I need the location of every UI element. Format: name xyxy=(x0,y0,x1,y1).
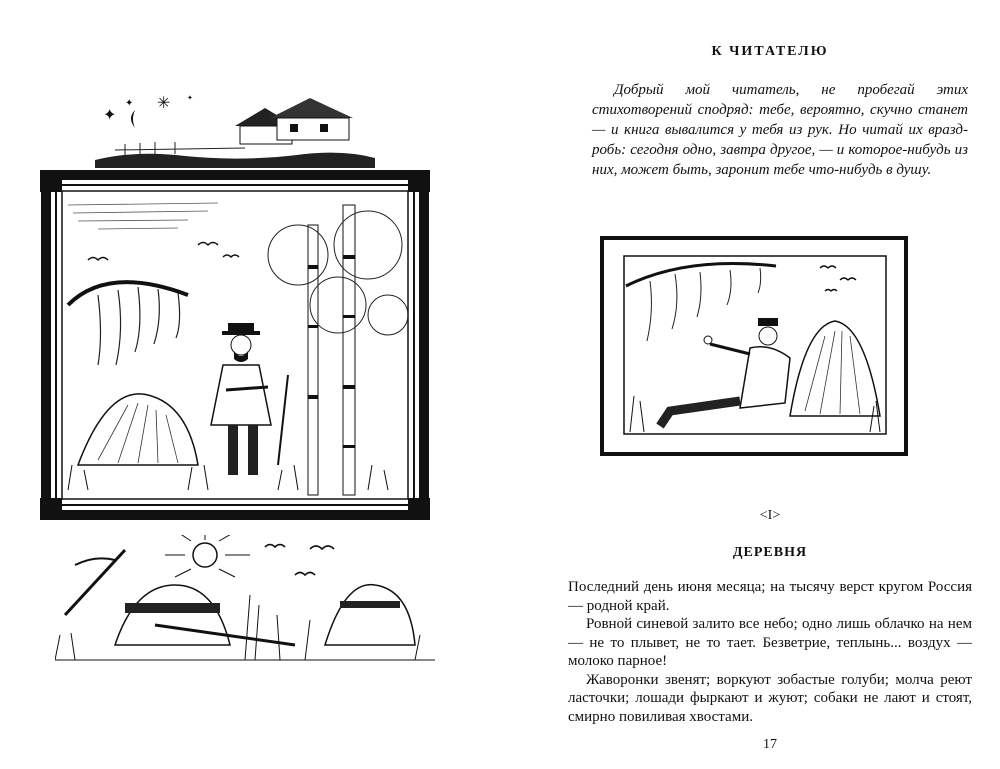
preface-title: К ЧИТАТЕЛЮ xyxy=(711,44,829,59)
poem-paragraph: Жаворонки звенят; воркуют зобастые голуби; молча реют ласточки; лошади фыркают и жуют; собаки не лают и стоят, смирно повиливая хвостами. xyxy=(568,671,972,725)
page-number: 17 xyxy=(763,737,777,752)
svg-text:✦: ✦ xyxy=(187,94,193,102)
poem-body xyxy=(568,578,972,726)
resting-peasant-illustration xyxy=(600,236,908,456)
harvest-vignette xyxy=(55,535,435,665)
right-page xyxy=(500,0,1000,769)
poem-paragraph: Последний день июня месяца; на тысячу верст кругом Россия — родной край. xyxy=(568,579,972,614)
preface-text: Добрый мой читатель, не пробегай этих стихотворений сподряд: тебе, вероятно, скучно станет — и книга вывалится у тебя из рук. Но читай их вразд-робь: сегодня одно, завтра другое, — и которое-нибудь из них, может быть, заронит тебе что-нибудь в душу. xyxy=(592,82,968,178)
poem-paragraph: Ровной синевой залито все небо; одно лишь облачко на нем — не то плывет, не то тает. Безветрие, теплынь... воздух — молоко парное! xyxy=(568,616,972,669)
svg-text:✦: ✦ xyxy=(103,107,117,124)
svg-text:✳: ✳ xyxy=(157,95,171,112)
poem-title: ДЕРЕВНЯ xyxy=(732,545,808,560)
framed-peasant-illustration xyxy=(38,165,433,525)
svg-text:✦: ✦ xyxy=(125,98,134,109)
village-vignette xyxy=(95,88,375,168)
section-number: <I> xyxy=(759,508,781,523)
